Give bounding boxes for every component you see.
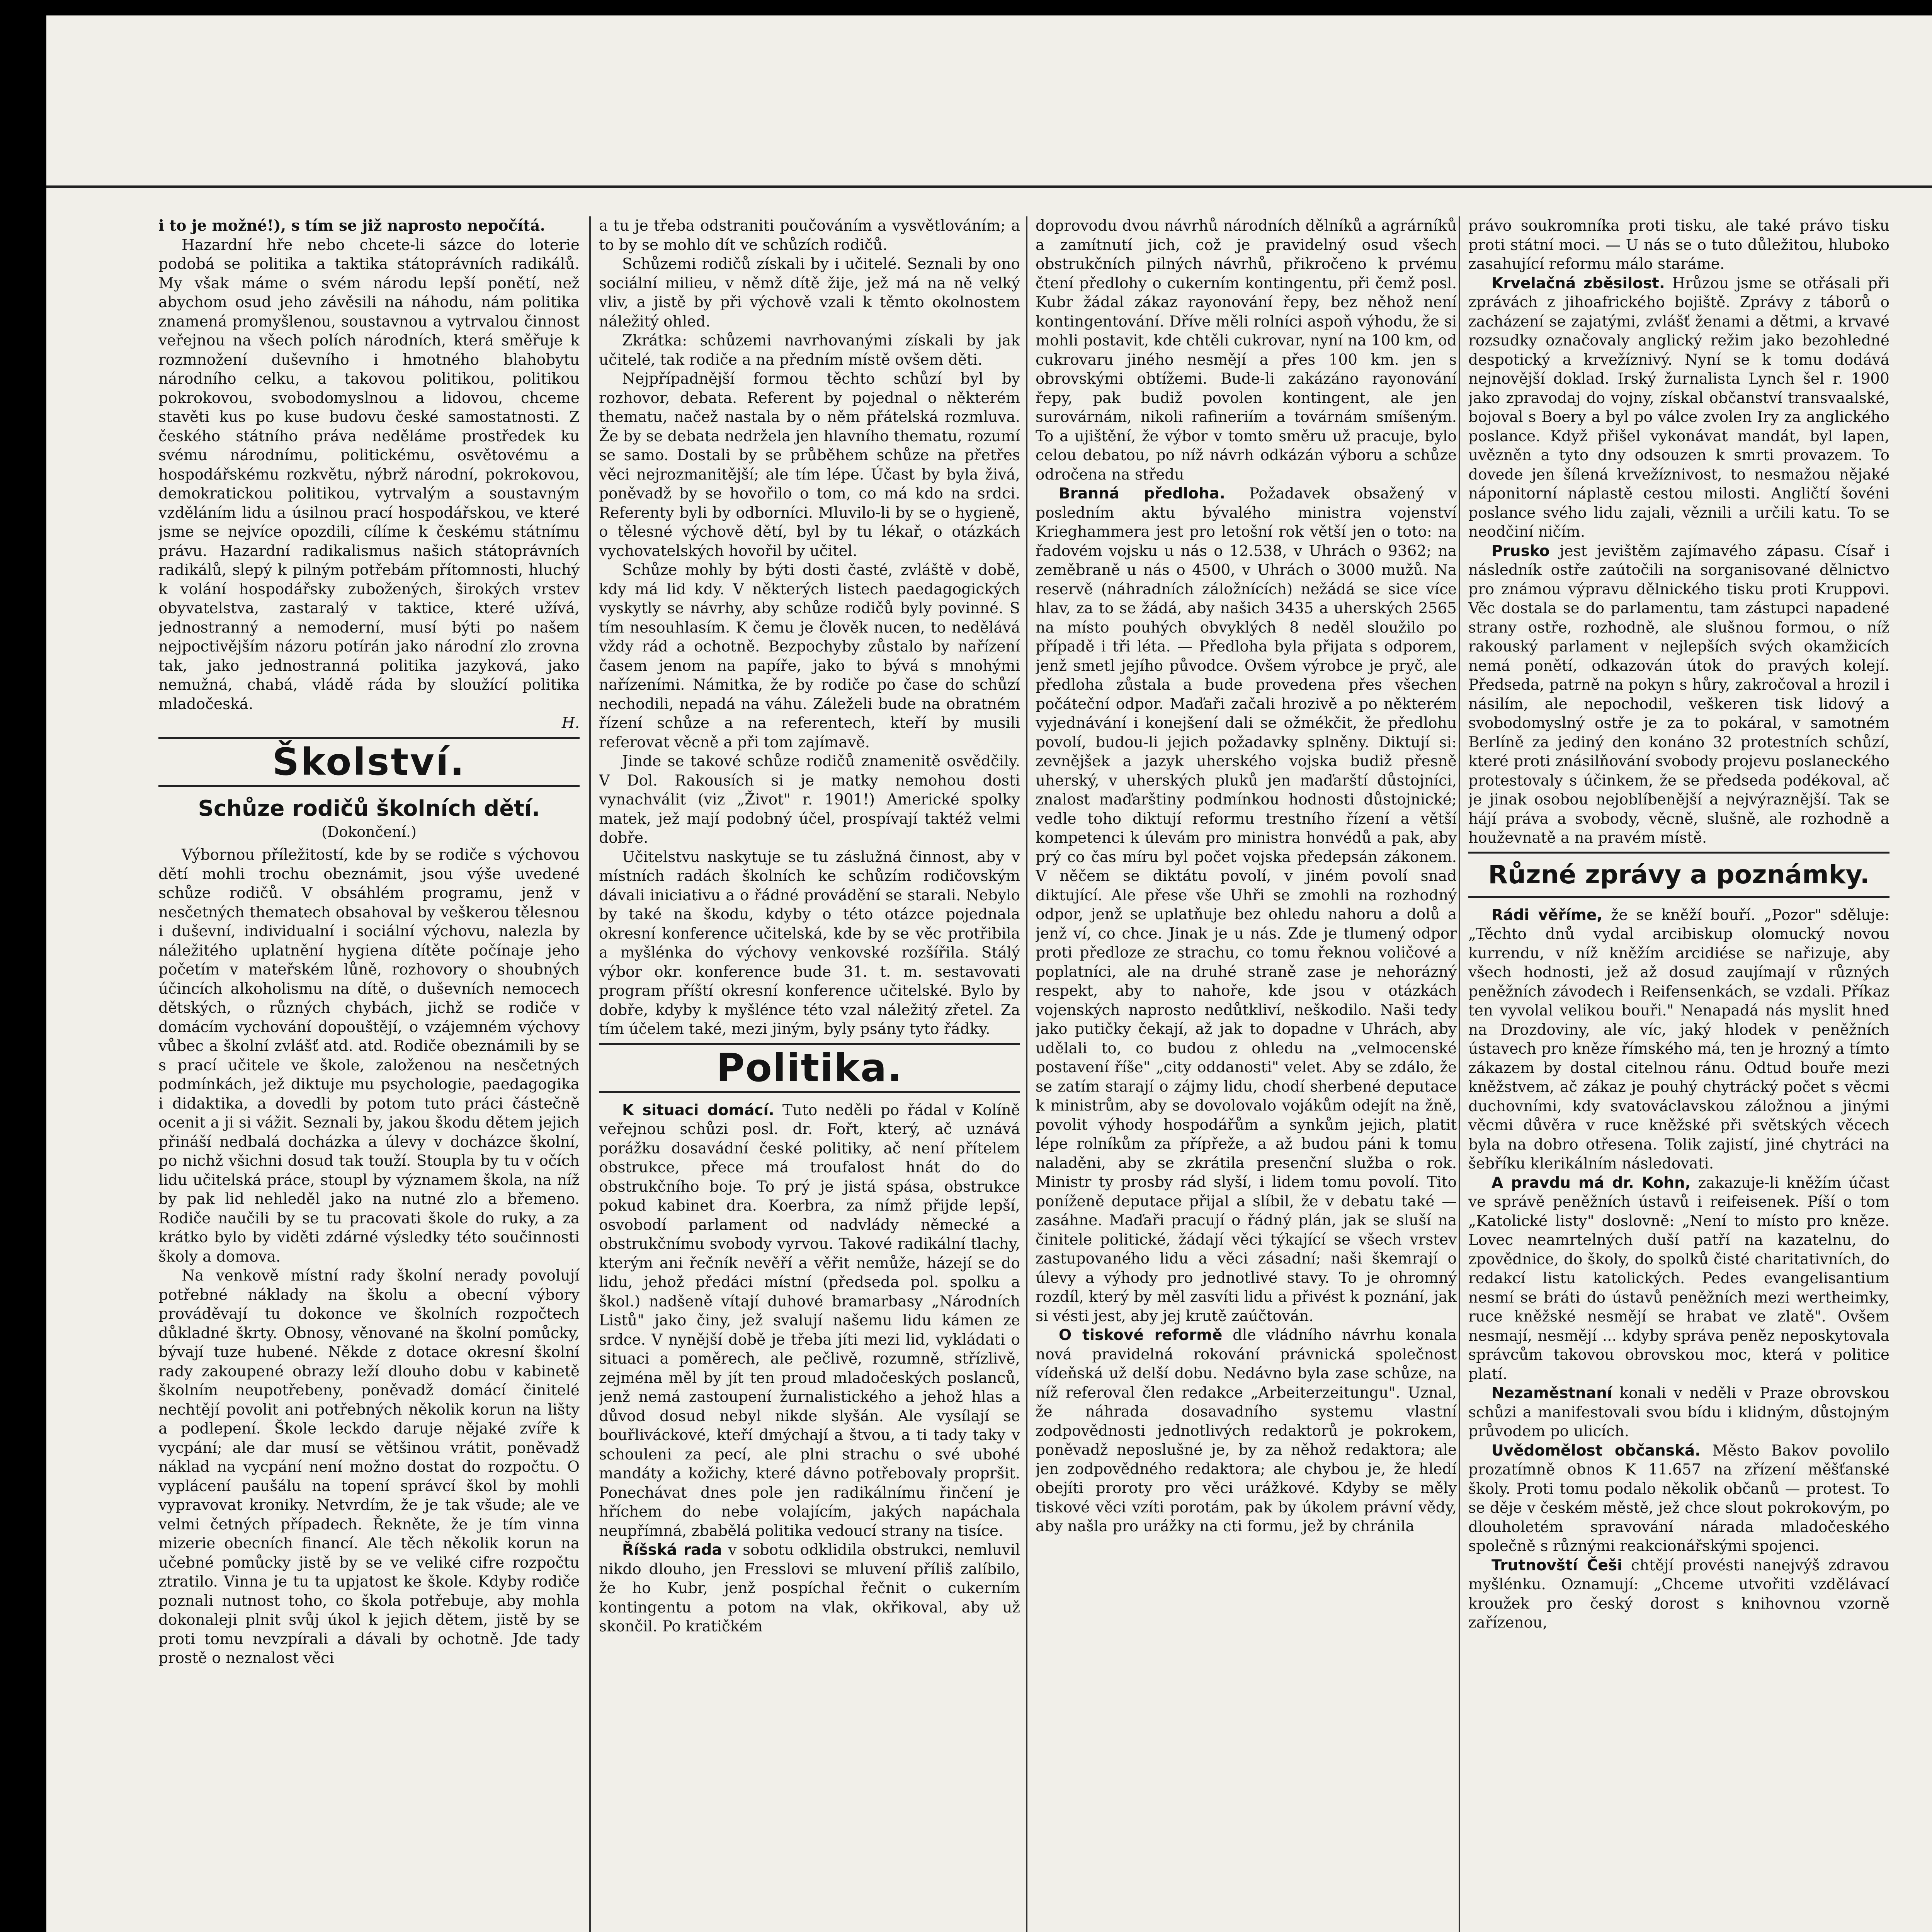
column-1 bbox=[158, 216, 580, 1932]
article-subtitle: (Dokončení.) bbox=[321, 823, 417, 840]
paragraph: Schůzemi rodičů získali by i učitelé. Seznali by ono sociální milieu, v němž dítě žije, jež má na ně velký vliv, a jistě by při výchově vzali k těmto okolnostem náležitý ohled. bbox=[599, 255, 1020, 330]
signature: H. bbox=[561, 714, 580, 732]
paragraph-lead: Prusko bbox=[1492, 542, 1550, 560]
paragraph-text: že se kněží bouří. „Pozor" sděluje: „Těchto dnů vydal arcibiskup olomucký novou kurrendu, v níž kněžím arcidiése se nařizuje, aby všech hodnosti, jež až dosud zaujímají v různých peněžních závodech i Reifensenkách, se vzdali. Příkaz ten vyvolal velikou bouři." Nenapadá nás myslit hned na Drozdoviny, ale víc, jaký hlodek v peněžních ústavech pro kněze římského má, ten je hrozný a tímto zákazem by dostal citelnou ránu. Odtud bouře mezi kněžstvem, ač zákaz je pouhý chytrácký počet s věcmi duchovními, kdy svatováclavskou záložnou a jinými věcmi důvěra v ruce kněžské při světských věcech byla na dobro otřesena. Tolik zajistí, jiné chytráci na šebříku klerikálním následovati. bbox=[1468, 906, 1889, 1172]
paragraph-text: jest jevištěm zajímavého zápasu. Císař i následník ostře zaútočili na sorganisované dělnictvo pro známou výpravu dělnického tisku proti Kruppovi. Věc dostala se do parlamentu, tam zástupci napadené strany ostře, rozhodně, ale slušnou formou, o níž rakouský parlament v nejlepších svých okamžicích nemá ponětí, odkazován útok do pravých kolejí. Předseda, patrně na pokyn s hůry, zakročoval a hrozil i násilím, ale nepochodil, veškeren tisk lidový a svobodomyslný ostře je za to pokáral, v samotném Berlíně za jediný den konáno 32 protestních schůzí, které proti znásilňování svobody projevu poslaneckého protestovaly s účinkem, že se předseda podékoval, ač je jinak osobou nejoblíbenější a nejvýraznější. Tak se hájí práva a svobody, věcně, slušně, ale rozhodně a houževnatě a na pravém místě. bbox=[1468, 542, 1889, 847]
top-rule bbox=[46, 185, 1932, 188]
paragraph-lead: Uvědomělost občanská. bbox=[1492, 1442, 1701, 1459]
paragraph-text: dle vládního návrhu konala nová pravidelná rokování právnická společnost vídeňská už delší dobu. Nedávno byla zase schůze, na níž referoval člen redakce „Arbeiterzeitungu". Uznal, že náhrada dosavadního systemu vlastní zodpovědnosti jednotlivých redaktorů je pokrokem, poněvadž neposlušné je, by za něhož redaktora; ale jen zodpovědného redaktora; ale chybou je, že hledí obejíti proroty pro věci urážkové. Kdyby se měly tiskové věci vzíti porotám, pak by úkolem právní vědy, aby našla pro urážky na cti formu, jež by chránila bbox=[1036, 1327, 1457, 1535]
paragraph-lead: Branná předloha. bbox=[1059, 485, 1225, 502]
paragraph-text: Požadavek obsažený v posledním aktu bývalého ministra vojenství Krieghammera jest pro letošní rok větší jen o toto: na řadovém vojsku u nás o 12.538, v Uhrách o 9362; na zeměbraně u nás o 4500, v Uhrách o 3000 mužů. Na reservě (náhradních záložnících) nežádá se sice více hlav, za to se žádá, aby našich 3435 a uherských 2565 na místo pouhých obvyklých 8 neděl sloužilo po případě i tři léta. — Předloha byla přijata s odporem, jenž smetl jejího původce. Ovšem výrobce je pryč, ale předloha zůstala a bude provedena přes všechen počáteční odpor. Maďaři začali hrozivě a po některém vyjednávání i konejšení dali se ožmékčit, že předlohu povolí, budou-li jejich požadavky splněny. Diktují si: zevnějšek a jazyk uherského vojska budiž přesně uherský, v uherských pluků jen maďarští důstojníci, znalost maďarštiny podmínkou hodnosti důstojnické; vedle toho diktují reformu trestního řízení a větší kompetenci k úlevám pro ministra honvédů a pak, aby prý co čas míru byl počet vojska předepsán zákonem. V něčem se diktátu povolí, v jiném povolí snad diktující. Ale přese vše Uhři se zmohli na rozhodný odpor, jenž se uplatňuje bez ohledu nahoru a dolů a jenž ví, co chce. Jinak je u nás. Zde je tlumený odpor proti předloze ze strachu, co tomu řeknou voličové a poplatníci, ale na druhé straně zase je nehorázný respekt, aby to nahoře, kde jsou v otázkách vojenských naprosto nedůtkliví, neškodilo. Naši tedy jako putičky čekají, až jak to dopadne v Uhrách, aby udělali to, co budou z ohledu na „velmocenské postavení říše" „city oddanosti" velet. Aby se zdálo, že se zatím starají o zájmy lidu, chodí sherbené deputace k ministrům, aby se dovolovalo vojákům odejít na žně, povolit výhody hospodářům a synkům jejich, platit lépe rolníkům za přípřeže, a až budou páni k tomu naladěni, aby se zkrátila presenční služba o rok. Ministr ty prosby rád slyší, i lidem tomu povolí. Tito poníženě deputace přijal a slíbil, že v debatu také — zasáhne. Maďaři pracují o řádný plán, jak se sluší na činitele politické, žádají věci týkající se všech vrstev zastupovaného lidu a věci zásadní; naši škemrají o úlevy a výhody pro jednotlivé stavy. To je ohromný rozdíl, který by měl zasvíti lidu a přivést k poznání, jak si vésti jest, aby jej krutě zaúčtován. bbox=[1036, 485, 1457, 1325]
paragraph bbox=[599, 1101, 1020, 1541]
column-rule bbox=[1026, 216, 1027, 1932]
paragraph: a tu je třeba odstraniti poučováním a vysvětlováním; a to by se mohlo dít ve schůzích rodičů. bbox=[599, 217, 1020, 254]
paragraph: doprovodu dvou návrhů národních dělníků a agrárníků a zamítnutí jich, což je pravidelný osud všech obstrukčních pilných návrhů, přikročeno k prvému čtení předlohy o cukerním kontingentu, při čemž posl. Kubr žádal zákaz rayonování řepy, bez něhož není kontingentování. Dříve měli rolníci aspoň výhodu, že si mohli postavit, kde chtěli cukrovar, nyní na 100 km, od cukrovaru jiného nesmějí a přes 100 km. jen s obrovskými obtížemi. Bude-li zakázáno rayonování řepy, pak budiž povolen kontingent, ale jen surovárnám, nikoli rafineriím a továrnám smíšeným. To a ujištění, že výbor v tomto směru už pracuje, bylo celou debatou, po níž návrh odkázán výboru a schůze odročena na středu bbox=[1036, 217, 1457, 483]
paragraph: Zkrátka: schůzemi navrhovanými získali by jak učitelé, tak rodiče a na předním místě ovšem děti. bbox=[599, 332, 1020, 369]
section-title-ruzne-zpravy: Různé zprávy a poznámky. bbox=[1468, 852, 1889, 898]
paragraph bbox=[1036, 1326, 1457, 1536]
paragraph-text: Město Bakov povolilo prozatímně obnos K 11.657 na zřízení měšťanské školy. Proti tomu podalo několik občanů — protest. To se děje v českém městě, jež chce slout pokrokovým, po dlouholetém spravování nárada mladočeského společně s různými reakcionářskými spojenci. bbox=[1468, 1442, 1889, 1555]
paragraph bbox=[1468, 1556, 1889, 1633]
paragraph-lead: Říšská rada bbox=[622, 1541, 722, 1559]
column-2 bbox=[599, 216, 1020, 1932]
newspaper-page bbox=[46, 15, 1932, 1932]
column-rule bbox=[589, 216, 591, 1932]
paragraph: Jinde se takové schůze rodičů znamenitě osvědčily. V Dol. Rakousích si je matky nemohou dosti vynachválit (viz „Život" r. 1901!) Americké spolky matek, jež mají podobný účel, prospívají taktéž velmi dobře. bbox=[599, 753, 1020, 847]
paragraph-lead: A pravdu má dr. Kohn, bbox=[1492, 1174, 1691, 1192]
paragraph-lead: K situaci domácí. bbox=[622, 1101, 774, 1119]
section-title-politika: Politika. bbox=[599, 1043, 1020, 1093]
paragraph-text: zakazuje-li kněžím účast ve správě peněžních ústavů i reifeisenek. Píší o tom „Katolické listy" doslovně: „Není to místo pro kněze. Lovec neamrtelných duší patří na kazatelnu, do zpovědnice, do školy, do spolků čisté charitativních, do redakcí listu katolických. Pedes evangelisantium nesmí se bráti do ústavů peněžních mezi wertheimky, ruce kněžské nesmějí se hrabat ve zlatě". Ovšem nesmají, nesmějí ... kdyby správa peněz neposkytovala správcům takovou obrovskou moc, která v politice platí. bbox=[1468, 1174, 1889, 1383]
paragraph bbox=[1468, 1384, 1889, 1441]
paragraph: Na venkově místní rady školní nerady povolují potřebné náklady na školu a obecní výbory prováděvají tu dokonce ve školních rozpočtech důkladné škrty. Obnosy, věnované na školní pomůcky, bývají tuze hubené. Někde z dotace okresní školní rady zakoupené obrazy leží dlouho dobu v kabinetě školním neupotřebeny, poněvadž domácí činitelé nechtějí povolit ani potřebných několik korun na lišty a podlepení. Škole leckdo daruje nějaké zvíře k vycpání; ale dar musí se většinou vrátit, poněvadž náklad na vycpání není možno dostat do rozpočtu. O vyplácení paušálu na topení správcí škol by mohli vypravovat kroniky. Netvrdím, že je tak všude; ale ve velmi četných případech. Řekněte, že je tím vinna mizerie obecních financí. Ale těch několik korun na učebné pomůcky jistě by se ve veliké cifre rozpočtu ztratilo. Vinna je tu ta upjatost ke škole. Kdyby rodiče poznali nutnost toho, co škola potřebuje, aby mohla dokonaleji plnit svůj úkol k jejich dětem, jistě by se proti tomu nevzpírali a dávali by ochotně. Jde tady prostě o neznalost věci bbox=[158, 1267, 580, 1667]
paragraph: Schůze mohly by býti dosti časté, zvláště v době, kdy má lid kdy. V některých listech paedagogických vyskytly se návrhy, aby schůze rodičů byly povinné. S tím nesouhlasím. K čemu je člověk nucen, to nedělává vždy rád a ochotně. Bezpochyby zůstalo by nařízení časem jenom na papíře, jako to bývá s mnohými nařízeními. Námitka, že by rodiče po čase do schůzí nechodili, nepadá na váhu. Záleželi bude na obratném řízení schůze a na referentech, kteří by musili referovat věcně a při tom zajímavě. bbox=[599, 561, 1020, 751]
paragraph-lead: Nezaměstnaní bbox=[1492, 1384, 1612, 1402]
paragraph bbox=[1468, 274, 1889, 542]
paragraph-lead: Trutnovští Češi bbox=[1492, 1556, 1622, 1574]
column-rule bbox=[1459, 216, 1460, 1932]
article-title: Schůze rodičů školních dětí. bbox=[198, 796, 540, 821]
paragraph: Nejpřípadnější formou těchto schůzí byl by rozhovor, debata. Referent by pojednal o některém thematu, načež nastala by o něm přátelská rozmluva. Že by se debata nedržela jen hlavního thematu, rozumí se samo. Dostali by se průběhem schůze na přetřes věci nejrozmanitější; ale tím lépe. Účast by byla živá, poněvadž by se hovořilo o tom, co má kdo na srdci. Referenty byli by odborníci. Mluvilo-li by se o hygieně, o tělesné výchově dětí, byl by tu lékař, o otázkách vychovatelských hovořil by učitel. bbox=[599, 370, 1020, 560]
paragraph bbox=[1468, 542, 1889, 848]
paragraph: i to je možné!), s tím se již naprosto nepočítá. bbox=[158, 217, 545, 235]
paragraph-lead: Rádi věříme, bbox=[1492, 906, 1603, 924]
paragraph bbox=[599, 1541, 1020, 1636]
paragraph bbox=[1036, 484, 1457, 1326]
paragraph-text: v sobotu odklidila obstrukci, nemluvil nikdo dlouho, jen Fresslovi se mluvení příliš zalíbilo, že ho Kubr, jenž pospíchal řečnit o cukerním kontingentu a potom na vlak, okřikoval, aby už skončil. Po kratičkém bbox=[599, 1541, 1020, 1635]
paragraph bbox=[1468, 1173, 1889, 1384]
paragraph-text: Tuto neděli po řádal v Kolíně veřejnou schůzi posl. dr. Fořt, který, ač uznává porážku dosavádní české politiky, ač není přítelem obstrukce, přece má troufalost hnát do do obstrukčního boje. To prý je jistá spása, obstrukce pokud kabinet dra. Koerbra, za nímž přijde lepší, osvobodí parlament od nadvlády německé a obstrukčnímu svobody vyrvou. Takové radikální tlachy, kterým ani řečník nevěří a věřit nemůže, házejí se do lidu, jehož předáci místní (předseda pol. spolku a škol.) nadšeně vítají duhové bramarbasy „Národních Listů" jako činy, jež svalují našemu lidu kámen ze srdce. V nynější době je třeba jíti mezi lid, vykládati o situaci a poměrech, ale pečlivě, rozumně, střízlivě, zejména měl by jít ten proud mladočeských poslanců, jenž nemá zastoupení žurnalistického a jehož hlas a důvod dosud nebyl nikde slyšán. Ale vysílají se bouřliváckové, kteří dmýchají a štvou, a ti tady taky v schouleni za pecí, ale plni strachu o své ubohé mandáty a kožichy, které dávno potřebovaly propršit. Ponechávat dnes pole jen radikálnímu řinčení je hříchem do nebe volajícím, jakých napáchala neupřímná, zbabělá politika vedoucí strany na tisíce. bbox=[599, 1101, 1020, 1540]
paragraph-text: chtějí provésti nanejvýš zdravou myšlénku. Oznamují: „Chceme utvořiti vzdělávací kroužek pro český dorost s knihovnou vzorně zařízenou, bbox=[1468, 1556, 1889, 1631]
paragraph bbox=[1468, 1441, 1889, 1556]
paragraph: právo soukromníka proti tisku, ale také právo tisku proti státní moci. — U nás se o tuto důležitou, hluboko zasahující reformu málo starámе. bbox=[1468, 217, 1889, 273]
column-4 bbox=[1468, 216, 1889, 1932]
paragraph bbox=[1468, 906, 1889, 1173]
paragraph: Hazardní hře nebo chcete-li sázce do loterie podobá se politika a taktika státoprávních radikálů. My však máme o svém národu lepší ponětí, než abychom osud jeho závěsili na náhodu, nám politika znamená promyšlenou, soustavnou a vytrvalou činnost veřejnou na všech polích národních, která směřuje k rozmnožení duševního i hmotného blahobytu národního celku, a takovou politikou, politikou pokrokovou, svobodomyslnou a lidovou, chceme stavěti kus po kuse budovu české samostatnosti. Z českého státního práva neděláme prostředek ku svému národnímu, politickému, osvětovému a hospodářskému rozkvětu, nýbrž národní, pokrokovou, demokratickou politikou, vytrvalým a soustavným vzděláním lidu a úsilnou prací hospodářskou, ve které jsme se nejvíce opozdili, cílíme k českému státnímu právu. Hazardní radikalismus našich státoprávních radikálů, slepý k pilným potřebám přítomnosti, hluchý k volání hospodářsky zubožených, širokých vrstev obyvatelstva, zastaralý v taktice, které užívá, jednostranný a nemoderní, musí býti po našem nejpoctivějším názoru potírán jako národní zlo zrovna tak, jako jednostranná politika jazyková, jako nemužná, chabá, vládě ráda by sloužící politika mladočeská. bbox=[158, 236, 580, 713]
paragraph-lead: O tiskové reformě bbox=[1059, 1327, 1223, 1344]
paragraph-text: Hrůzou jsme se otřásali při zprávách z jihoafrického bojiště. Zprávy z táborů o zacházení se zajatými, zvlášť ženami a dětmi, a krvavé rozsudky označovaly anglický režim jako bezohledné despotický a krvežíznivý. Nyní se k tomu dodává nejnovější doklad. Irský žurnalista Lynch šel r. 1900 jako zpravodaj do vojny, získal občanství transvaalské, bojoval s Boery a byl po válce zvolen Iry za anglického poslance. Když přišel vykonávat mandát, byl lapen, uvězněn a tyto dny odsouzen k smrti provazem. To dovede jen šílená krvežíznivost, to nesmažou nějaké náponitorní náplastě cestou milosti. Angličtí šovéni poslance svého lidu zajali, věznili a určili katu. To se neodčiní ničím. bbox=[1468, 274, 1889, 541]
paragraph-text: konali v neděli v Praze obrovskou schůzi a manifestovali svou bídu i klidným, důstojným průvodem po ulicích. bbox=[1468, 1384, 1889, 1440]
paragraph: Učitelstvu naskytuje se tu záslužná činnost, aby v místních radách školních ke schůzím rodičovským dávali iniciativu a o řádné provádění se starali. Nebylo by také na škodu, kdyby o této otázce pojednala okresní konference učitelská, kde by se věc protřibila a myšlénka do výchovy venkovské rozšířila. Stálý výbor okr. konference bude 31. t. m. sestavovati program příští okresní konference učitelské. Bylo by dobře, kdyby k myšlénce této vzal náležitý zřetel. Za tím účelem také, mezi jiným, byly psány tyto řádky. bbox=[599, 848, 1020, 1038]
section-title-skolstvi: Školství. bbox=[158, 737, 580, 787]
paragraph: Výbornou příležitostí, kde by se rodiče s výchovou dětí mohli trochu obeznámit, jsou výše uvedené schůze rodičů. V obsáhlém programu, jenž v nesčetných thematech obsahoval by veškerou tělesnou i duševní, individualní i sociální výchovu, nalezla by náležitého uplatnění hygiena dítěte počínaje jeho početím v mateřském lůně, rozhovory o shoubných účincích alkoholismu na dítě, o duševních nemocech dětských, o různých chybách, jichž se rodiče v domácím vychování dopouštějí, o vzájemném výchovy vůbec a školní zvlášť atd. atd. Rodiče obeznámili by se s prací učitele ve škole, založenou na nesčetných podmínkách, jež diktuje mu psychologie, paedagogika i didaktika, a dovedli by potom tuto práci částečně ocenit a ji si vážit. Seznali by, jakou škodu dětem jejich přináší nedbalá docházka a úlevy v docházce školní, po nichž všichni dosud tak touží. Stoupla by tu v očích lidu učitelská práce, stoupl by významem škola, na níž by pak lid nehleděl jako na nutné zlo a břemeno. Rodiče naučili by se tu pracovati škole do ruky, a za krátko bylo by viděti zdárné výsledky této součinnosti školy a domova. bbox=[158, 846, 580, 1265]
column-3 bbox=[1036, 216, 1457, 1932]
paragraph-lead: Krvelačná zběsilost. bbox=[1492, 274, 1665, 292]
